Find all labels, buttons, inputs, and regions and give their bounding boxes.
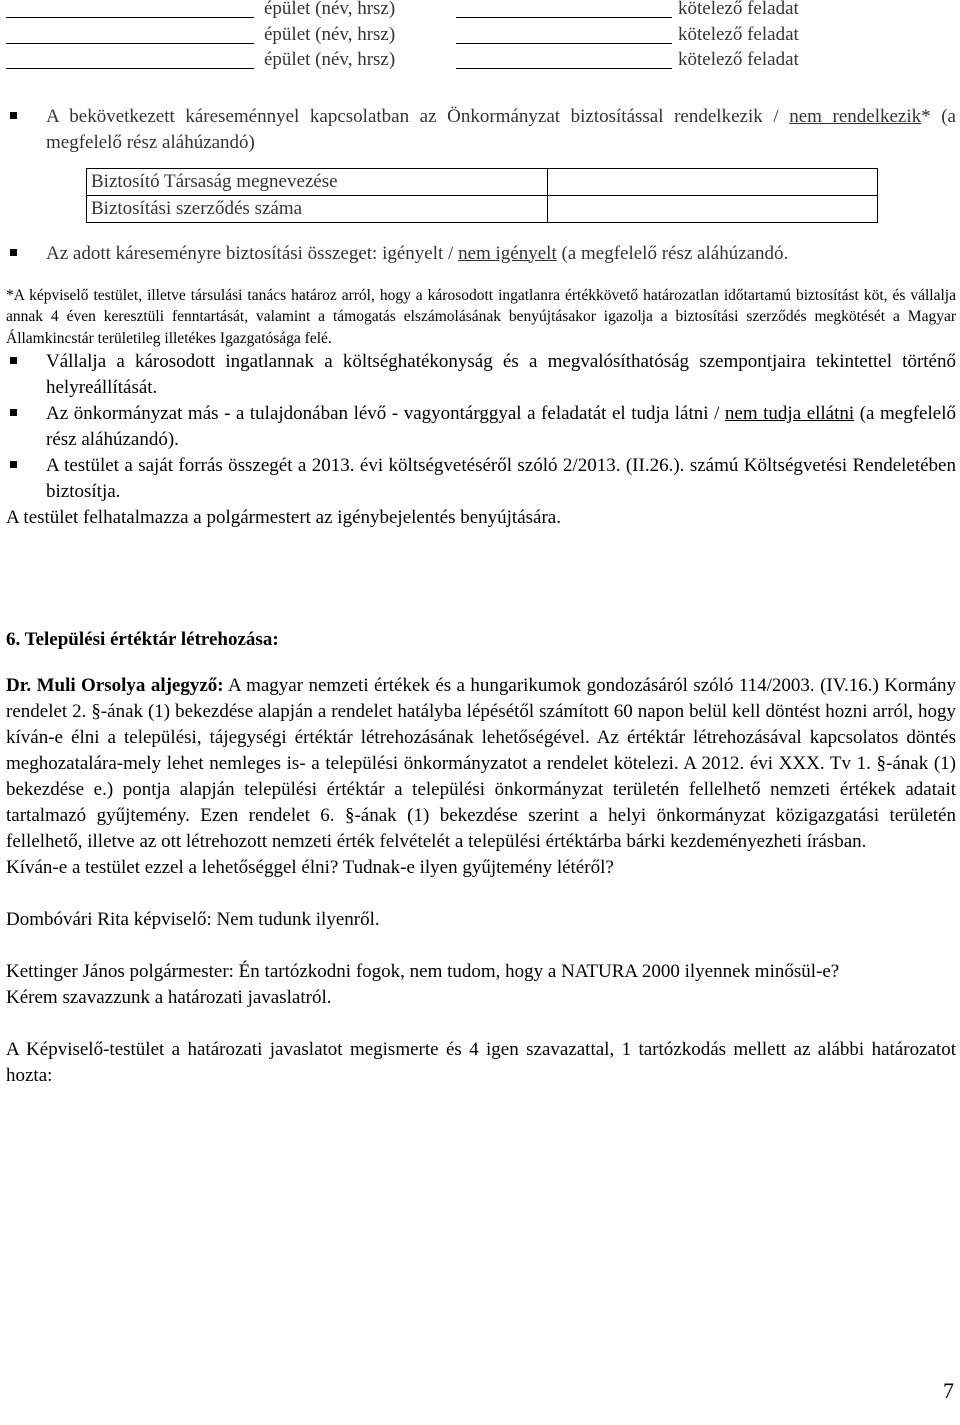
bullet-text: Vállalja a károsodott ingatlannak a költséghatékonyság és a megvalósíthatóság szempontjaira tekintettel történő helyreállítását. [46, 351, 956, 398]
bullet-text: (a megfelelő rész aláhúzandó). [46, 403, 956, 450]
task-label: kötelező feladat [678, 23, 799, 45]
speaker-name: Dr. Muli Orsolya aljegyző: [6, 675, 224, 696]
table-row [87, 195, 878, 222]
contract-number-cell [548, 195, 878, 222]
bullet-text: (a megfelelő rész aláhúzandó. [556, 242, 789, 264]
speech-kettinger: Kettinger János polgármester: Én tartózkodni fogok, nem tudom, hogy a NATURA 2000 ilyennek minősül-e? [6, 961, 840, 982]
task-label: kötelező feladat [678, 49, 799, 70]
building-blank-line [6, 17, 254, 18]
building-label: épület (név, hrsz) [264, 0, 396, 19]
task-label: kötelező feladat [678, 0, 799, 19]
table-row [87, 168, 878, 195]
speech-muli [6, 673, 956, 855]
bullet-item [6, 401, 956, 453]
section-title: 6. Települési értéktár létrehozása: [6, 629, 279, 650]
bullet-square-icon [10, 409, 17, 416]
bullet-square-icon [10, 112, 17, 119]
underlined-option: nem rendelkezik [789, 105, 922, 127]
bullet-square-icon [10, 461, 17, 468]
bullet-square-icon [10, 249, 17, 256]
page-number: 7 [943, 1378, 954, 1403]
footnote: *A képviselő testület, illetve társulási tanács határoz arról, hogy a károsodott ingatlanra értékkövető határozatlan időtartamú biztosítást köt, és vállalja annak 4 éven keresztüli fenntartását, valamint a támogatás elszámolásának benyújtásakor igazolja a biztosítási szerződés megkötését a Magyar Államkincstár területileg illetékes Igazgatósága felé. [6, 286, 956, 347]
document-page [6, 0, 956, 1089]
task-blank-line [456, 68, 672, 69]
insurance-bullet [6, 104, 956, 156]
bullet-text: A bekövetkezett káreseménnyel kapcsolatban az Önkormányzat biztosítással rendelkezik / [46, 105, 790, 127]
building-row [6, 23, 956, 52]
bullet-square-icon [10, 357, 17, 364]
bullet-text: Az adott káreseményre biztosítási összeget: igényelt / [46, 242, 459, 264]
vote-request: Kérem szavazzunk a határozati javaslatról. [6, 987, 332, 1008]
insurance-table [86, 168, 878, 223]
speech-text: A magyar nemzeti értékek és a hungarikumok gondozásáról szóló 114/2003. (IV.16.) Kormány rendelet 2. §-ának (1) bekezdése alapján a rendelet hatályba lépésétől számított 60 napon belül kell döntést hozni arról, hogy kíván-e élni a települési, tájegységi értéktár létrehozásának lehetőségével. Az értéktár létrehozásával kapcsolatos döntés meghozatalára-mely lehet nemleges is- a települési önkormányzatot a rendelet kötelezi. A 2012. évi XXX. Tv 1. §-ának (1) bekezdése e.) pontja alapján települési értéktár a települési önkormányzat területén fellelhető nemzeti értékek adatait tartalmazó gyűjtemény. Ezen rendelet 6. §-ának (1) bekezdése szerint a helyi önkormányzat közigazgatási területén fellelhető, illetve az ott létrehozott nemzeti érték felvételét a települési értéktárba bárki kezdeményezheti írásban. [6, 675, 956, 852]
bullet-text: Az önkormányzat más - a tulajdonában lévő - vagyontárggyal a feladatát el tudja látni / [46, 403, 725, 424]
building-label: épület (név, hrsz) [264, 49, 396, 70]
task-blank-line [456, 17, 672, 18]
decision-text: A Képviselő-testület a határozati javaslatot megismerte és 4 igen szavazattal, 1 tartózkodás mellett az alábbi határozatot hozta: [6, 1039, 956, 1086]
bullet-text: * (a megfelelő rész aláhúzandó) [46, 105, 956, 153]
underlined-option: nem igényelt [458, 242, 557, 264]
bullet-item [6, 453, 956, 505]
insurer-name-label: Biztosító Társaság megnevezése [87, 168, 548, 195]
building-list [6, 0, 956, 77]
building-blank-line [6, 68, 254, 69]
building-row [6, 0, 956, 26]
underlined-option: nem tudja ellátni [724, 403, 855, 424]
question-text: Kíván-e a testület ezzel a lehetőséggel élni? Tudnak-e ilyen gyűjtemény létéről? [6, 857, 614, 878]
speech-dombovari: Dombóvári Rita képviselő: Nem tudunk ilyenről. [6, 909, 380, 930]
bullet-text: A testület a saját forrás összegét a 2013. évi költségvetéséről szóló 2/2013. (II.26.). számú Költségvetési Rendeletében biztosítja. [46, 455, 956, 502]
task-blank-line [456, 43, 672, 44]
contract-number-label: Biztosítási szerződés száma [87, 195, 548, 222]
claim-bullet [6, 241, 956, 267]
authorization-text: A testület felhatalmazza a polgármestert az igénybejelentés benyújtására. [6, 507, 561, 528]
bullet-item [6, 349, 956, 401]
building-row [6, 51, 956, 77]
building-blank-line [6, 43, 254, 44]
insurer-name-cell [548, 168, 878, 195]
building-label: épület (név, hrsz) [264, 23, 396, 45]
